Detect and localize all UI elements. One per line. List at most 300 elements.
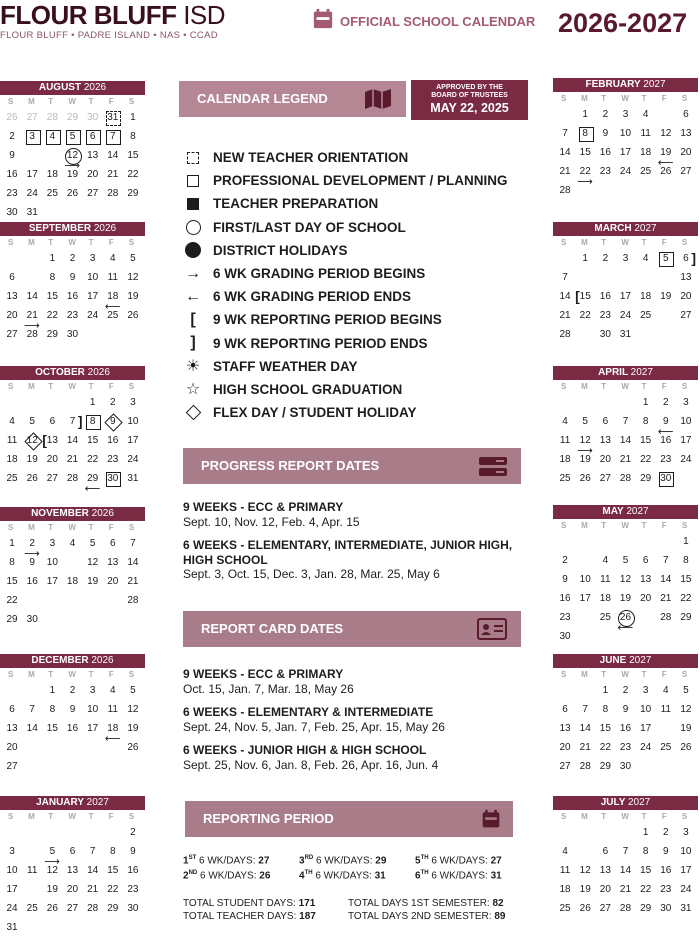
day-cell: 5: [62, 127, 82, 146]
weekday-label: F: [108, 382, 114, 391]
day-cell: 23: [599, 166, 611, 177]
empty-cell: [595, 823, 615, 842]
month-title: JULY 2027: [553, 796, 698, 810]
day-cell: 16: [599, 291, 611, 302]
day-cell: 24: [87, 310, 99, 321]
weekday-label: W: [621, 521, 629, 530]
day-cell: 30: [66, 329, 79, 340]
day-cell: 21: [579, 742, 591, 753]
weekday-label: F: [108, 670, 114, 679]
empty-cell: [2, 823, 22, 842]
day-cell: 29: [640, 473, 652, 484]
month-june: [553, 654, 698, 776]
day-cell: 19: [26, 454, 38, 465]
day-cell: 8: [109, 846, 116, 857]
day-cell: 5: [683, 685, 689, 696]
weekday-label: W: [68, 238, 76, 247]
empty-cell: [636, 532, 656, 551]
day-cell: 4: [109, 253, 116, 264]
day-cell: 25: [62, 591, 82, 610]
legend-label: DISTRICT HOLIDAYS: [213, 242, 348, 258]
legend-item: [180, 216, 520, 239]
weekday-label: M: [28, 97, 35, 106]
month-may: [553, 505, 698, 646]
totals-left: TOTAL STUDENT DAYS: 171 TOTAL TEACHER DAYS: 187: [183, 898, 316, 922]
day-cell: 25: [26, 903, 38, 914]
day-cell: 10: [615, 268, 635, 287]
day-cell: 10: [22, 146, 42, 165]
day-cell: 14: [107, 150, 119, 161]
day-cell: 30: [103, 469, 123, 488]
day-cell: 6: [642, 555, 649, 566]
day-cell: 22: [680, 593, 692, 604]
weekday-label: S: [128, 670, 135, 679]
weekday-label: W: [68, 382, 76, 391]
day-cell: 22: [599, 742, 611, 753]
day-cell: 3: [575, 551, 595, 570]
day-cell: 21: [66, 454, 79, 465]
day-cell: 15: [680, 574, 692, 585]
empty-cell: [615, 532, 635, 551]
day-cell: 6: [9, 272, 15, 283]
weekday-row: [553, 668, 698, 681]
day-cell: 23: [619, 742, 632, 753]
day-cell: 9: [662, 846, 669, 857]
reporting-period-item: 2ND 6 WK/DAYS: 26: [183, 870, 271, 882]
day-cell: 28: [26, 329, 38, 340]
day-cell: 25: [559, 473, 571, 484]
day-cell: 16: [619, 723, 632, 734]
empty-cell: [555, 393, 575, 412]
day-cell: 16: [660, 865, 672, 876]
weekday-label: S: [8, 812, 14, 821]
day-cell: 30: [660, 903, 672, 914]
weekday-label: T: [641, 812, 647, 821]
day-cell: 26 ⟵: [615, 608, 635, 627]
weekday-label: M: [581, 382, 588, 391]
weekday-label: S: [8, 382, 14, 391]
day-cell: 25: [6, 473, 18, 484]
day-cell: 20: [640, 593, 652, 604]
date-block-dates: Sept. 24, Nov. 5, Jan. 7, Feb. 25, Apr. 15, May 26: [183, 719, 445, 734]
report-card-header: REPORT CARD DATES: [183, 611, 521, 647]
day-cell: 19: [579, 884, 591, 895]
day-cell: 23: [62, 738, 82, 757]
page-title: OFFICIAL SCHOOL CALENDAR: [340, 14, 536, 29]
day-cell: 15: [640, 865, 652, 876]
empty-cell: [595, 532, 615, 551]
day-cell: 8: [642, 416, 649, 427]
legend-label: FIRST/LAST DAY OF SCHOOL: [213, 219, 406, 235]
day-cell: 14: [26, 291, 38, 302]
day-cell: 12: [660, 128, 672, 139]
legend-label: PROFESSIONAL DEVELOPMENT / PLANNING: [213, 173, 508, 189]
day-cell: 4: [562, 416, 568, 427]
day-cell: 22: [640, 884, 652, 895]
day-cell: 26: [46, 903, 58, 914]
day-cell: 28: [619, 903, 632, 914]
weekday-label: T: [48, 97, 54, 106]
day-cell: 4: [562, 846, 568, 857]
day-cell: 5: [656, 105, 676, 124]
day-cell: 15: [640, 435, 652, 446]
legend-item: [180, 192, 520, 215]
day-cell: 25: [103, 738, 123, 757]
day-cell: 10: [6, 865, 18, 876]
weekday-label: M: [581, 812, 588, 821]
day-cell: 15: [46, 291, 58, 302]
day-cell: 2: [662, 827, 669, 838]
id-card-icon: [477, 618, 507, 640]
day-cell: 10: [680, 846, 692, 857]
day-cell: 6 ]: [676, 249, 696, 268]
day-cell: 22: [107, 884, 119, 895]
day-cell: 11: [660, 704, 671, 715]
weekday-label: T: [641, 521, 647, 530]
day-cell: 14: [619, 435, 632, 446]
day-cell: 4: [109, 685, 116, 696]
day-cell: 18: [640, 291, 652, 302]
weekday-label: F: [661, 812, 667, 821]
day-cell: 10: [46, 557, 58, 568]
day-cell: 21: [559, 310, 571, 321]
weekday-label: F: [661, 382, 667, 391]
day-cell: 26: [127, 742, 139, 753]
day-cell: 19: [660, 291, 672, 302]
day-cell: 17: [680, 435, 692, 446]
day-cell: 29: [6, 614, 18, 625]
day-cell: 12: [46, 865, 58, 876]
day-grid: [553, 393, 698, 488]
day-grid: [0, 681, 145, 776]
day-cell: 5 ⟶: [42, 842, 62, 861]
day-cell: 7: [130, 538, 136, 549]
day-cell: 17: [680, 865, 692, 876]
day-cell: 21: [22, 738, 42, 757]
legend-list: [180, 146, 520, 424]
day-cell: 15: [599, 723, 611, 734]
weekday-label: W: [621, 670, 629, 679]
day-cell: 26: [83, 591, 103, 610]
weekday-label: W: [621, 94, 629, 103]
day-cell: 21: [660, 593, 672, 604]
month-august: [0, 81, 145, 222]
day-cell: 19: [87, 576, 99, 587]
day-cell: 31: [619, 329, 632, 340]
weekday-row: [553, 92, 698, 105]
weekday-label: S: [561, 382, 567, 391]
school-year: 2026-2027: [558, 8, 688, 38]
day-cell: 19: [680, 723, 692, 734]
day-cell: 27: [680, 166, 692, 177]
empty-cell: [615, 823, 635, 842]
day-cell: 16: [660, 435, 672, 446]
weekday-label: T: [48, 238, 54, 247]
month-title: NOVEMBER 2026: [0, 507, 145, 521]
reporting-period-item: 4TH 6 WK/DAYS: 31: [299, 870, 386, 882]
weekday-label: S: [561, 238, 567, 247]
weekday-label: F: [108, 812, 114, 821]
legend-symbol-icon: ☆: [185, 381, 201, 399]
day-cell: 23: [107, 454, 119, 465]
weekday-label: W: [68, 523, 76, 532]
weekday-label: W: [621, 382, 629, 391]
day-cell: 4: [9, 416, 15, 427]
date-block-dates: Sept. 3, Oct. 15, Dec. 3, Jan. 28, Mar. 25, May 6: [183, 567, 440, 581]
empty-cell: [62, 393, 82, 412]
day-cell: 6: [69, 846, 76, 857]
weekday-row: [0, 668, 145, 681]
day-cell: 14: [26, 723, 38, 734]
weekday-label: T: [88, 382, 94, 391]
empty-cell: [83, 823, 103, 842]
day-cell: 20: [87, 169, 99, 180]
empty-cell: [2, 681, 22, 700]
day-grid: [553, 681, 698, 776]
legend-item: [180, 332, 520, 355]
date-block: [183, 500, 523, 529]
circ-symbol-icon: [180, 220, 206, 235]
day-cell: 8: [130, 131, 136, 142]
day-cell: 1: [49, 253, 56, 264]
day-cell: 29 ⟵: [83, 469, 103, 488]
empty-cell: [22, 681, 42, 700]
month-november: [0, 507, 145, 629]
day-cell: 3: [130, 397, 136, 408]
day-cell: 28: [579, 761, 591, 772]
weekday-label: S: [8, 97, 14, 106]
weekday-label: S: [681, 382, 688, 391]
day-grid: [553, 249, 698, 344]
weekday-row: [553, 236, 698, 249]
day-cell: 22: [579, 310, 591, 321]
day-cell: 13: [107, 557, 119, 568]
weekday-label: S: [561, 812, 567, 821]
day-cell: 27: [599, 903, 611, 914]
day-cell: 13: [640, 574, 652, 585]
day-cell: 1: [582, 253, 588, 264]
day-cell: 30: [656, 469, 676, 488]
legend-item: [180, 146, 520, 169]
day-cell: 24: [127, 454, 139, 465]
weekday-label: T: [601, 670, 607, 679]
weekday-label: T: [88, 523, 94, 532]
day-cell: 12: [656, 268, 676, 287]
day-cell: 7: [582, 704, 588, 715]
day-cell: 20: [680, 291, 692, 302]
day-cell: 6: [83, 127, 103, 146]
day-cell: 2 ⟶: [22, 534, 42, 553]
weekday-row: [0, 95, 145, 108]
day-cell: 10: [87, 704, 99, 715]
empty-cell: [575, 393, 595, 412]
day-cell: 31: [103, 108, 123, 127]
day-cell: 27: [103, 591, 123, 610]
day-cell: 6: [109, 538, 116, 549]
day-cell: 28: [66, 473, 79, 484]
day-cell: 26: [127, 310, 139, 321]
day-cell: 2: [130, 827, 136, 838]
weekday-label: T: [48, 812, 54, 821]
weekday-row: [553, 810, 698, 823]
weekday-label: S: [561, 521, 567, 530]
date-block: [183, 538, 523, 582]
weekday-label: M: [28, 670, 35, 679]
legend-symbol-icon: →: [185, 264, 201, 282]
day-cell: 20: [599, 884, 611, 895]
weekday-label: T: [88, 238, 94, 247]
day-cell: 1: [9, 538, 15, 549]
legend-label: STAFF WEATHER DAY: [213, 358, 358, 374]
day-cell: 29: [640, 903, 652, 914]
legend-item: [180, 355, 520, 378]
legend-symbol-icon: ←: [185, 287, 201, 305]
empty-cell: [575, 681, 595, 700]
day-cell: 18: [66, 576, 79, 587]
day-cell: 8: [9, 557, 15, 568]
day-cell: 14: [66, 435, 79, 446]
day-cell: 4: [662, 685, 669, 696]
day-cell: 19 ⟵: [656, 143, 676, 162]
day-cell: 26: [680, 742, 692, 753]
day-cell: 9: [69, 272, 76, 283]
day-cell: 4: [642, 253, 649, 264]
day-cell: 21: [559, 166, 571, 177]
day-cell: 29: [575, 325, 595, 344]
month-title: SEPTEMBER 2026: [0, 222, 145, 236]
day-cell: 29: [42, 757, 62, 776]
day-cell: 23: [660, 884, 672, 895]
weekday-row: [553, 519, 698, 532]
month-july: [553, 796, 698, 918]
empty-cell: [555, 532, 575, 551]
day-cell: 1: [103, 823, 123, 842]
approval-badge: APPROVED BY THE BOARD OF TRUSTEES MAY 22, 2025: [411, 80, 528, 120]
date-block-heading: 6 WEEKS - ELEMENTARY & INTERMEDIATE: [183, 705, 434, 719]
day-cell: 13: [559, 723, 571, 734]
day-cell: 25: [660, 742, 672, 753]
weekday-row: [0, 236, 145, 249]
day-cell: 13: [87, 150, 99, 161]
day-grid: [553, 823, 698, 918]
legend-item: [180, 239, 520, 262]
day-cell: 24: [680, 454, 692, 465]
day-cell: 8: [575, 268, 595, 287]
weekday-label: T: [48, 382, 54, 391]
totals-right: TOTAL DAYS 1ST SEMESTER: 82 TOTAL DAYS 2ND SEMESTER: 89: [348, 898, 506, 922]
day-cell: 22: [640, 454, 652, 465]
day-cell: 16: [107, 435, 119, 446]
day-cell: 17: [619, 291, 632, 302]
day-cell: 21: [619, 454, 632, 465]
weekday-label: S: [681, 94, 688, 103]
day-cell: 7: [622, 846, 629, 857]
weekday-label: W: [68, 812, 76, 821]
day-cell: 19: [579, 454, 591, 465]
day-cell: 15: [127, 150, 139, 161]
day-grid: [0, 823, 145, 937]
day-cell: 9: [29, 557, 35, 568]
day-cell: 13: [599, 865, 611, 876]
day-cell: 20: [66, 884, 79, 895]
legend-symbol-icon: ☀: [185, 358, 201, 376]
day-cell: 7: [29, 704, 35, 715]
date-block-heading: 9 WEEKS - ECC & PRIMARY: [183, 667, 344, 681]
day-cell: 27: [26, 112, 38, 123]
day-cell: 26: [579, 473, 591, 484]
day-cell: 11: [62, 553, 82, 572]
weekday-label: S: [561, 94, 567, 103]
day-cell: 12: [22, 431, 42, 450]
day-cell: 13: [599, 435, 611, 446]
district-tagline: FLOUR BLUFF • PADRE ISLAND • NAS • CCAD: [0, 30, 218, 41]
day-cell: 17: [26, 169, 38, 180]
date-block-heading: 6 WEEKS - JUNIOR HIGH & HIGH SCHOOL: [183, 743, 427, 757]
day-cell: 7: [89, 846, 96, 857]
day-cell: 25: [107, 310, 119, 321]
month-january: [0, 796, 145, 937]
day-cell: 7: [622, 416, 629, 427]
day-cell: 30: [26, 614, 38, 625]
day-cell: 11: [27, 865, 38, 876]
date-block: [183, 743, 523, 772]
day-cell: 20: [6, 310, 18, 321]
day-cell: 30: [62, 757, 82, 776]
day-cell: 2: [9, 131, 15, 142]
day-cell: 29: [66, 112, 79, 123]
day-cell: 6: [683, 109, 689, 120]
weekday-label: F: [661, 94, 667, 103]
day-cell: 4: [69, 538, 76, 549]
day-cell: 14: [559, 147, 571, 158]
day-cell: 26: [656, 306, 676, 325]
day-cell: 18: [559, 454, 571, 465]
day-cell: 14: [559, 291, 571, 302]
day-cell: 28: [107, 188, 119, 199]
legend-label: NEW TEACHER ORIENTATION: [213, 150, 409, 166]
day-cell: 18: [559, 884, 571, 895]
fill-symbol-icon: [180, 242, 206, 258]
day-cell: 9: [9, 150, 15, 161]
day-cell: 31: [6, 922, 18, 933]
weekday-row: [553, 380, 698, 393]
day-cell: 27: [680, 310, 692, 321]
day-cell: 29: [680, 612, 692, 623]
reporting-period-item: 3RD 6 WK/DAYS: 29: [299, 855, 387, 867]
day-cell: 6: [562, 704, 568, 715]
day-cell: 2: [662, 397, 669, 408]
day-cell: 12: [579, 865, 591, 876]
weekday-label: S: [128, 238, 135, 247]
day-cell: 2: [109, 397, 116, 408]
day-cell: 18 ⟵: [103, 719, 123, 738]
day-cell: 1: [602, 685, 609, 696]
legend-symbol-icon: [: [190, 310, 196, 328]
day-cell: 28: [46, 112, 58, 123]
day-cell: 17: [87, 291, 99, 302]
day-cell: 2: [602, 109, 609, 120]
day-cell: 16: [559, 593, 571, 604]
day-cell: 10: [127, 416, 139, 427]
day-cell: 9: [595, 268, 615, 287]
day-cell: 4: [22, 842, 42, 861]
date-block-dates: Sept. 10, Nov. 12, Feb. 4, Apr. 15: [183, 514, 360, 529]
day-cell: 5: [656, 249, 676, 268]
empty-cell: [656, 532, 676, 551]
day-cell: 3: [49, 538, 56, 549]
day-cell: 9: [103, 412, 123, 431]
month-march: [553, 222, 698, 344]
